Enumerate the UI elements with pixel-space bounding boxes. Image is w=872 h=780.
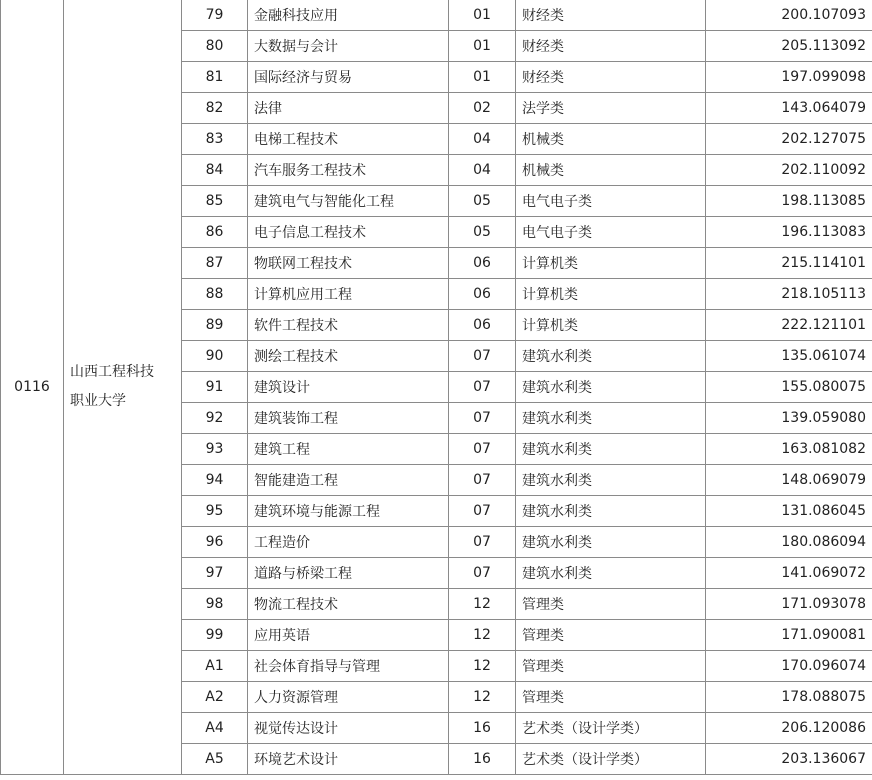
category-code-cell: 05 (449, 217, 516, 248)
major-name-cell: 建筑装饰工程 (248, 403, 449, 434)
score-cell: 180.086094 (706, 527, 872, 558)
category-code-cell: 06 (449, 310, 516, 341)
category-name-cell: 建筑水利类 (516, 465, 706, 496)
category-name-cell: 财经类 (516, 0, 706, 31)
school-name (64, 0, 182, 775)
category-name-cell: 财经类 (516, 62, 706, 93)
major-sequence-cell: 83 (182, 124, 248, 155)
score-cell: 143.064079 (706, 93, 872, 124)
category-code-cell: 07 (449, 465, 516, 496)
score-cell: 218.105113 (706, 279, 872, 310)
school-name-line-1: 山西工程科技 (70, 364, 154, 380)
category-name-cell: 计算机类 (516, 279, 706, 310)
category-name-cell: 建筑水利类 (516, 558, 706, 589)
major-sequence-cell: 82 (182, 93, 248, 124)
category-code-cell: 06 (449, 248, 516, 279)
major-sequence-cell: 89 (182, 310, 248, 341)
major-name-cell: 环境艺术设计 (248, 744, 449, 775)
score-cell: 139.059080 (706, 403, 872, 434)
category-name-cell: 管理类 (516, 589, 706, 620)
major-name-cell: 视觉传达设计 (248, 713, 449, 744)
score-cell: 148.069079 (706, 465, 872, 496)
school-code: 0116 (1, 0, 64, 775)
category-code-cell: 07 (449, 434, 516, 465)
major-name-cell: 金融科技应用 (248, 0, 449, 31)
major-sequence-cell: 92 (182, 403, 248, 434)
score-cell: 206.120086 (706, 713, 872, 744)
category-name-cell: 机械类 (516, 155, 706, 186)
category-code-cell: 07 (449, 372, 516, 403)
category-code-cell: 07 (449, 341, 516, 372)
major-name-cell: 人力资源管理 (248, 682, 449, 713)
category-name-cell: 管理类 (516, 651, 706, 682)
major-sequence-cell: A4 (182, 713, 248, 744)
major-sequence-cell: 98 (182, 589, 248, 620)
category-code-cell: 05 (449, 186, 516, 217)
major-name-cell: 软件工程技术 (248, 310, 449, 341)
major-sequence-cell: 86 (182, 217, 248, 248)
category-name-cell: 计算机类 (516, 310, 706, 341)
category-name-cell: 管理类 (516, 682, 706, 713)
category-name-cell: 电气电子类 (516, 217, 706, 248)
score-cell: 170.096074 (706, 651, 872, 682)
category-code-cell: 01 (449, 62, 516, 93)
category-name-cell: 计算机类 (516, 248, 706, 279)
category-name-cell: 机械类 (516, 124, 706, 155)
major-sequence-cell: 91 (182, 372, 248, 403)
major-sequence-cell: 80 (182, 31, 248, 62)
major-name-cell: 智能建造工程 (248, 465, 449, 496)
category-code-cell: 04 (449, 124, 516, 155)
score-cell: 200.107093 (706, 0, 872, 31)
score-cell: 203.136067 (706, 744, 872, 775)
score-cell: 178.088075 (706, 682, 872, 713)
major-name-cell: 大数据与会计 (248, 31, 449, 62)
score-cell: 196.113083 (706, 217, 872, 248)
major-sequence-cell: 97 (182, 558, 248, 589)
category-name-cell: 电气电子类 (516, 186, 706, 217)
score-cell: 202.110092 (706, 155, 872, 186)
major-name-cell: 建筑工程 (248, 434, 449, 465)
score-cell: 197.099098 (706, 62, 872, 93)
score-cell: 171.093078 (706, 589, 872, 620)
major-name-cell: 道路与桥梁工程 (248, 558, 449, 589)
category-name-cell: 建筑水利类 (516, 403, 706, 434)
category-name-cell: 财经类 (516, 31, 706, 62)
major-sequence-cell: A2 (182, 682, 248, 713)
category-name-cell: 建筑水利类 (516, 496, 706, 527)
major-sequence-cell: 99 (182, 620, 248, 651)
major-sequence-cell: 94 (182, 465, 248, 496)
category-name-cell: 艺术类（设计学类） (516, 713, 706, 744)
category-code-cell: 12 (449, 651, 516, 682)
major-name-cell: 物联网工程技术 (248, 248, 449, 279)
major-sequence-cell: 90 (182, 341, 248, 372)
score-cell: 135.061074 (706, 341, 872, 372)
score-cell: 222.121101 (706, 310, 872, 341)
category-code-cell: 16 (449, 713, 516, 744)
category-code-cell: 07 (449, 527, 516, 558)
major-name-cell: 社会体育指导与管理 (248, 651, 449, 682)
major-name-cell: 工程造价 (248, 527, 449, 558)
major-sequence-cell: 96 (182, 527, 248, 558)
table-body (1, 0, 872, 775)
major-sequence-cell: 88 (182, 279, 248, 310)
category-code-cell: 12 (449, 589, 516, 620)
category-code-cell: 04 (449, 155, 516, 186)
category-code-cell: 01 (449, 31, 516, 62)
major-name-cell: 建筑设计 (248, 372, 449, 403)
category-code-cell: 12 (449, 682, 516, 713)
school-name-line-2: 职业大学 (70, 393, 126, 409)
table-row (1, 0, 872, 31)
major-sequence-cell: A5 (182, 744, 248, 775)
score-cell: 205.113092 (706, 31, 872, 62)
category-code-cell: 16 (449, 744, 516, 775)
category-name-cell: 建筑水利类 (516, 527, 706, 558)
category-name-cell: 建筑水利类 (516, 372, 706, 403)
score-cell: 171.090081 (706, 620, 872, 651)
category-name-cell: 建筑水利类 (516, 434, 706, 465)
major-sequence-cell: 79 (182, 0, 248, 31)
score-cell: 155.080075 (706, 372, 872, 403)
major-name-cell: 应用英语 (248, 620, 449, 651)
score-cell: 198.113085 (706, 186, 872, 217)
category-code-cell: 06 (449, 279, 516, 310)
category-name-cell: 艺术类（设计学类） (516, 744, 706, 775)
category-name-cell: 管理类 (516, 620, 706, 651)
major-sequence-cell: 87 (182, 248, 248, 279)
category-code-cell: 07 (449, 496, 516, 527)
major-name-cell: 电子信息工程技术 (248, 217, 449, 248)
major-name-cell: 计算机应用工程 (248, 279, 449, 310)
major-sequence-cell: 93 (182, 434, 248, 465)
category-code-cell: 02 (449, 93, 516, 124)
category-name-cell: 建筑水利类 (516, 341, 706, 372)
major-sequence-cell: 85 (182, 186, 248, 217)
major-name-cell: 物流工程技术 (248, 589, 449, 620)
score-cell: 131.086045 (706, 496, 872, 527)
major-name-cell: 法律 (248, 93, 449, 124)
score-cell: 215.114101 (706, 248, 872, 279)
major-name-cell: 电梯工程技术 (248, 124, 449, 155)
major-sequence-cell: 95 (182, 496, 248, 527)
major-name-cell: 汽车服务工程技术 (248, 155, 449, 186)
major-name-cell: 建筑环境与能源工程 (248, 496, 449, 527)
major-name-cell: 建筑电气与智能化工程 (248, 186, 449, 217)
major-sequence-cell: A1 (182, 651, 248, 682)
score-cell: 141.069072 (706, 558, 872, 589)
score-cell: 202.127075 (706, 124, 872, 155)
category-code-cell: 12 (449, 620, 516, 651)
major-sequence-cell: 84 (182, 155, 248, 186)
major-sequence-cell: 81 (182, 62, 248, 93)
category-code-cell: 07 (449, 558, 516, 589)
major-name-cell: 测绘工程技术 (248, 341, 449, 372)
category-code-cell: 07 (449, 403, 516, 434)
score-cell: 163.081082 (706, 434, 872, 465)
category-name-cell: 法学类 (516, 93, 706, 124)
category-code-cell: 01 (449, 0, 516, 31)
major-name-cell: 国际经济与贸易 (248, 62, 449, 93)
